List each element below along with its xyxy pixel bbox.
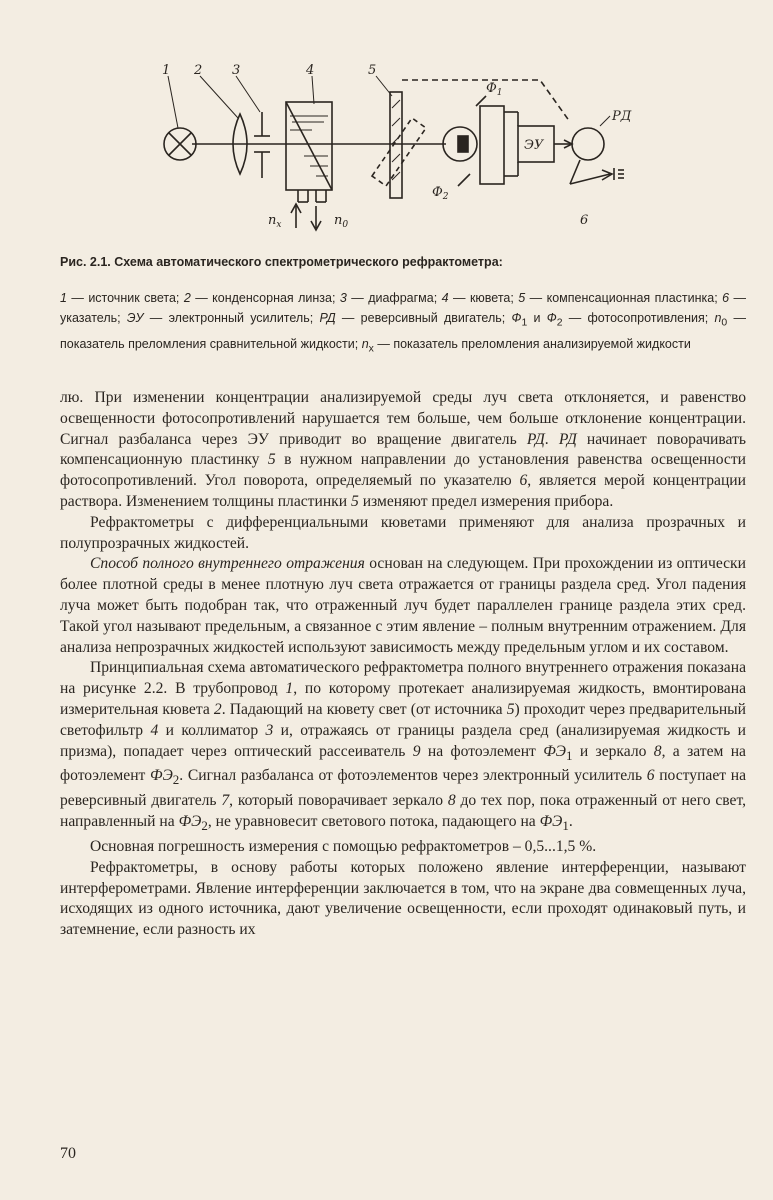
light-source: [164, 128, 196, 160]
label-nx: $n_x$: [268, 213, 282, 230]
label-5: 5: [368, 63, 377, 78]
label-amplifier: ЭУ: [524, 138, 544, 153]
figure-caption-title: Рис. 2.1. Схема автоматического спектрометрического рефрактометра:: [60, 255, 503, 269]
compensating-plate: [372, 92, 426, 198]
paragraph-5: Основная погрешность измерения с помощью рефрактометров – 0,5...1,5 %.: [90, 838, 597, 856]
label-phi2: $Ф_2$: [432, 185, 449, 202]
figure-legend: 1 — источник света; 2 — конденсорная линза; 3 — диафрагма; 4 — кювета; 5 — компенсационная пластинка; 6 — указатель; ЭУ — электронный усилитель; РД — реверсивный двигатель; $Ф_1$ и $Ф_2$ — фотосопротивления; $n_0$ — показатель преломления сравнительной жидкости; $n_x$ — показатель преломления анализируемой жидкости: [60, 291, 746, 354]
page-number: 70: [60, 1145, 76, 1162]
paragraph-3: Способ полного внутреннего отражения основан на следующем. При прохождении из оптически более плотной среды в менее плотную луч света отражается от границы раздела сред. Угол падения луча может быть подобран так, что отраженный луч будет параллелен границе раздела этих сред. Такой угол называют предельным, а связанное с этим явление – полным внутренним отражением. Для анализа непрозрачных жидкостей используют зависимость между предельным углом и их составом.: [60, 555, 746, 656]
label-motor: РД: [612, 109, 632, 124]
body-text: [60, 388, 746, 941]
photoresistors: [443, 96, 518, 186]
label-3: 3: [232, 63, 241, 78]
paragraph-6: Рефрактометры, в основу работы которых положено явление интерференции, называют интерферометрами. Явление интерференции заключается в том, что на экране два совмещенных луча, исходящих из одного источника, дают увеличение освещенности, если проходят одинаковый путь, и затемнение, если разность их: [60, 858, 746, 939]
figure-diagram: [140, 56, 660, 241]
label-2: 2: [194, 63, 203, 78]
leader-lines: [168, 76, 610, 128]
label-1: 1: [162, 63, 171, 78]
paragraph-4: Принципиальная схема автоматического рефрактометра полного внутреннего отражения показана на рисунке 2.2. В трубопровод 1, по которому протекает анализируемая жидкость, вмонтирована измерительная кювета 2. Падающий на кювету свет (от источника 5) проходит через предварительный светофильтр 4 и коллиматор 3 и, отражаясь от границы раздела сред (анализируемая жидкость и призма), попадает через оптический рассеиватель 9 на фотоэлемент $ФЭ_1$ и зеркало 8, а затем на фотоэлемент $ФЭ_2$. Сигнал разбаланса от фотоэлементов через электронный усилитель 6 поступает на реверсивный двигатель 7, который поворачивает зеркало 8 до тех пор, пока отраженный от него свет, направленный на $ФЭ_2$, не уравновесит светового потока, падающего на $ФЭ_1$.: [60, 659, 747, 834]
cuvette: [286, 102, 332, 230]
reversible-motor: [570, 128, 624, 184]
label-4: 4: [306, 63, 315, 78]
paragraph-2: Рефрактометры с дифференциальными кюветами применяют для анализа прозрачных и полупрозрачных жидкостей.: [60, 513, 746, 552]
label-phi: $Ф_1$: [486, 81, 503, 98]
label-6: 6: [580, 213, 589, 228]
label-n0: $n_0$: [334, 213, 349, 230]
paragraph-1: лю. При изменении концентрации анализируемой среды луч света отклоняется, и равенство освещенности фотосопротивлений нарушается тем больше, чем больше отклонение концентрации. Сигнал разбаланса через ЭУ приводит во вращение двигатель РД. РД начинает поворачивать компенсационную пластинку 5 в нужном направлении до установления равенства освещенности фотосопротивлений. Угол поворота, определяемый по указателю 6, является мерой концентрации раствора. Изменением толщины пластинки 5 изменяют предел измерения прибора.: [60, 389, 746, 510]
diaphragm: [254, 112, 270, 178]
